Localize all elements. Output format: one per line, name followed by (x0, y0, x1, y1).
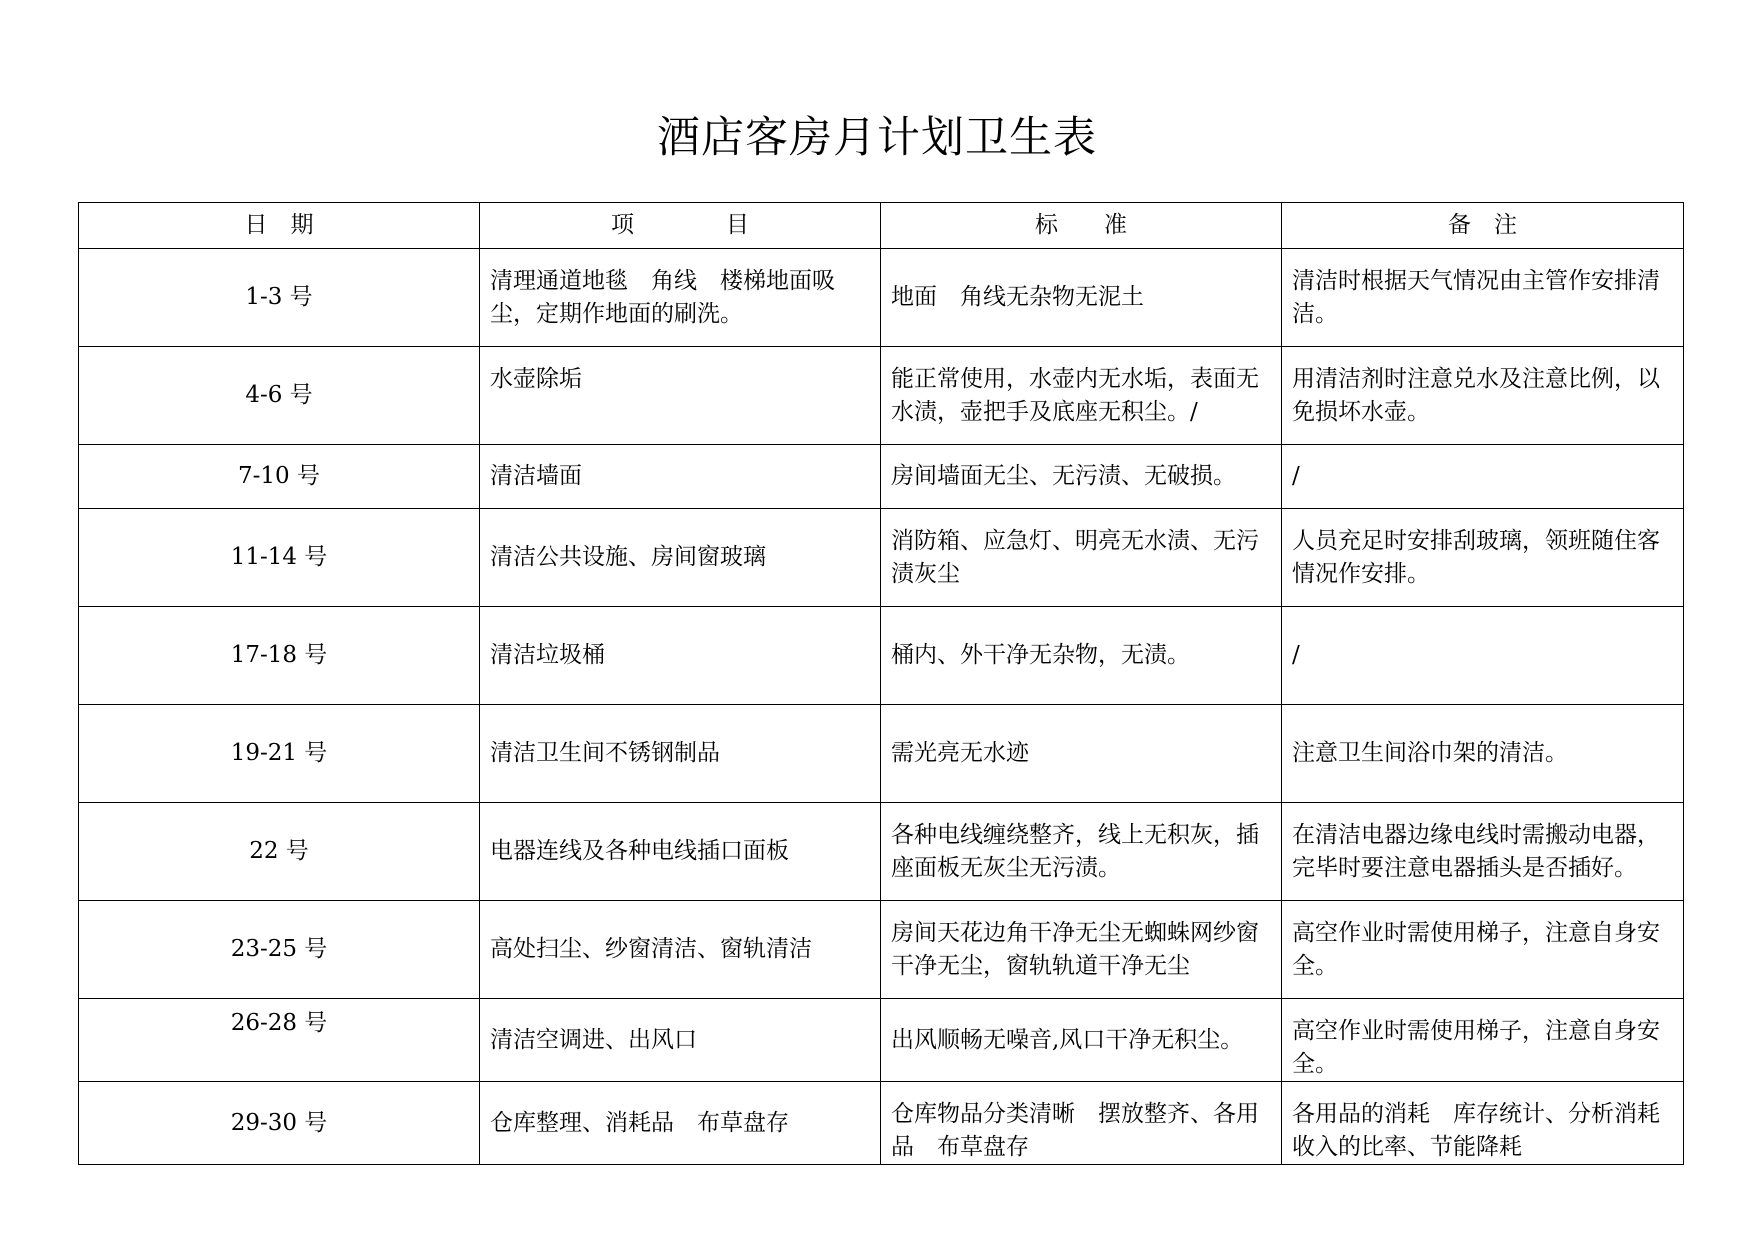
row-date: 4-6 号 (79, 347, 480, 445)
row-standard: 需光亮无水迹 (881, 705, 1282, 803)
row-remark: / (1282, 445, 1684, 509)
table-header-row (79, 203, 1684, 249)
row-item: 清理通道地毯 角线 楼梯地面吸尘，定期作地面的刷洗。 (480, 249, 881, 347)
table-row (79, 249, 1684, 347)
row-item: 清洁空调进、出风口 (480, 999, 881, 1082)
row-standard: 出风顺畅无噪音,风口干净无积尘。 (881, 999, 1282, 1082)
row-standard: 房间天花边角干净无尘无蜘蛛网纱窗干净无尘，窗轨轨道干净无尘 (881, 901, 1282, 999)
table-row (79, 1082, 1684, 1165)
row-remark: 高空作业时需使用梯子，注意自身安全。 (1282, 999, 1684, 1082)
table-row (79, 901, 1684, 999)
row-remark: 高空作业时需使用梯子，注意自身安全。 (1282, 901, 1684, 999)
row-standard: 能正常使用，水壶内无水垢，表面无水渍，壶把手及底座无积尘。/ (881, 347, 1282, 445)
table-row (79, 803, 1684, 901)
row-remark: 各用品的消耗 库存统计、分析消耗收入的比率、节能降耗 (1282, 1082, 1684, 1165)
row-item: 高处扫尘、纱窗清洁、窗轨清洁 (480, 901, 881, 999)
header-item: 项 目 (480, 203, 881, 249)
row-item: 水壶除垢 (480, 347, 881, 445)
document-title: 酒店客房月计划卫生表 (657, 113, 1097, 163)
table-row (79, 509, 1684, 607)
row-standard: 消防箱、应急灯、明亮无水渍、无污渍灰尘 (881, 509, 1282, 607)
row-item: 清洁卫生间不锈钢制品 (480, 705, 881, 803)
cleaning-schedule-table (78, 202, 1684, 1165)
row-item: 电器连线及各种电线插口面板 (480, 803, 881, 901)
row-date: 17-18 号 (79, 607, 480, 705)
table-row (79, 607, 1684, 705)
row-date: 29-30 号 (79, 1082, 480, 1165)
header-standard: 标 准 (881, 203, 1282, 249)
row-date: 1-3 号 (79, 249, 480, 347)
row-standard: 仓库物品分类清晰 摆放整齐、各用品 布草盘存 (881, 1082, 1282, 1165)
row-standard: 桶内、外干净无杂物，无渍。 (881, 607, 1282, 705)
row-date: 26-28 号 (79, 999, 480, 1082)
table-row (79, 999, 1684, 1082)
table-row (79, 445, 1684, 509)
row-standard: 房间墙面无尘、无污渍、无破损。 (881, 445, 1282, 509)
row-remark: 在清洁电器边缘电线时需搬动电器，完毕时要注意电器插头是否插好。 (1282, 803, 1684, 901)
row-date: 19-21 号 (79, 705, 480, 803)
header-date: 日 期 (79, 203, 480, 249)
row-item: 清洁垃圾桶 (480, 607, 881, 705)
header-remark: 备 注 (1282, 203, 1684, 249)
table-row (79, 347, 1684, 445)
row-date: 22 号 (79, 803, 480, 901)
row-remark: / (1282, 607, 1684, 705)
row-standard: 地面 角线无杂物无泥土 (881, 249, 1282, 347)
table-row (79, 705, 1684, 803)
row-remark: 用清洁剂时注意兑水及注意比例，以免损坏水壶。 (1282, 347, 1684, 445)
row-remark: 注意卫生间浴巾架的清洁。 (1282, 705, 1684, 803)
row-item: 清洁墙面 (480, 445, 881, 509)
row-date: 7-10 号 (79, 445, 480, 509)
row-standard: 各种电线缠绕整齐，线上无积灰，插座面板无灰尘无污渍。 (881, 803, 1282, 901)
row-item: 清洁公共设施、房间窗玻璃 (480, 509, 881, 607)
row-remark: 清洁时根据天气情况由主管作安排清洁。 (1282, 249, 1684, 347)
row-date: 23-25 号 (79, 901, 480, 999)
row-item: 仓库整理、消耗品 布草盘存 (480, 1082, 881, 1165)
row-remark: 人员充足时安排刮玻璃，领班随住客情况作安排。 (1282, 509, 1684, 607)
row-date: 11-14 号 (79, 509, 480, 607)
